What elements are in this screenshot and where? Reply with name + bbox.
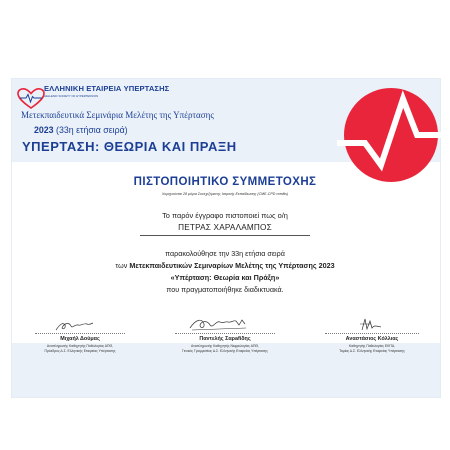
recipient-divider: [140, 235, 310, 236]
signatory-role-1: [20, 344, 140, 354]
signatory-role-3-line1: Καθηγητής Παθολογίας ΕΚΠΑ,: [348, 344, 396, 348]
signatory-role-2-line1: Αναπληρωτής Καθηγητής Νεφρολογίας ΑΠΘ,: [191, 344, 259, 348]
organization-name: ΕΛΛΗΝΙΚΗ ΕΤΑΙΡΕΙΑ ΥΠΕΡΤΑΣΗΣ: [44, 84, 170, 93]
signatory-role-2: [160, 344, 290, 354]
signature-line-1: [35, 333, 125, 334]
signature-kollias: [357, 317, 383, 332]
signatory-role-2-line2: Γενικός Γραμματέας Δ.Σ. Ελληνικής Εταιρείας Υπέρτασης: [182, 348, 268, 353]
certifies-text: Το παρόν έγγραφο πιστοποιεί πως ο/η: [162, 211, 288, 220]
seminars-name: Μετεκπαιδευτικών Σεμιναρίων Μελέτης της Υπέρτασης 2023: [129, 261, 335, 270]
seminars-prefix: των: [115, 261, 128, 270]
recipient-name: ΠΕΤΡΑΣ ΧΑΡΑΛΑΜΠΟΣ: [178, 223, 272, 232]
signature-line-3: [325, 333, 419, 334]
signature-line-2: [175, 333, 275, 334]
signature-doumas: [54, 320, 94, 332]
online-text: που πραγματοποιήθηκε διαδικτυακά.: [166, 285, 284, 294]
signatory-name-3: Αναστάσιος Κόλλιας: [345, 336, 399, 342]
edition: (33η ετήσια σειρά): [56, 125, 128, 135]
seminars-text: [0, 261, 450, 270]
heart-logo-icon: [17, 88, 45, 110]
certificate-title: ΠΙΣΤΟΠΟΙΗΤΙΚΟ ΣΥΜΜΕΤΟΧΗΣ: [133, 176, 317, 188]
signatory-role-1-line1: Αναπληρωτής Καθηγητής Παθολογίας ΑΠΘ,: [46, 344, 114, 348]
seminar-theme: «Υπέρταση: Θεωρία και Πράξη»: [170, 273, 280, 282]
credits-note: Χορηγούνται 28 μόρια Συνεχιζόμενης Ιατρικής Εκπαίδευσης (CME-CPD credits): [161, 192, 289, 196]
main-title: ΥΠΕΡΤΑΣΗ: ΘΕΩΡΙΑ ΚΑΙ ΠΡΑΞΗ: [22, 139, 237, 154]
signatory-role-3-line2: Ταμίας Δ.Σ. Ελληνικής Εταιρείας Υπέρτασης: [339, 348, 405, 353]
heartbeat-graphic-icon: [337, 85, 443, 183]
organization-subtitle: HELLENIC SOCIETY OF HYPERTENSION: [44, 94, 99, 98]
year: 2023: [34, 125, 54, 135]
signature-sarafidis: [188, 316, 250, 332]
signatory-role-1-line2: Πρόεδρος Δ.Σ. Ελληνικής Εταιρείας Υπέρτασης: [44, 348, 116, 353]
signatory-name-1: Μιχαήλ Δούμας: [60, 336, 100, 342]
attended-text: παρακολούθησε την 33η ετήσια σειρά: [165, 249, 285, 258]
series-title: Μετεκπαιδευτικά Σεμινάρια Μελέτης της Υπέρτασης: [21, 110, 214, 120]
year-line: [34, 125, 128, 135]
signatory-name-2: Παντελής Σαρafίδης: [199, 336, 251, 342]
signatory-role-3: [317, 344, 427, 354]
